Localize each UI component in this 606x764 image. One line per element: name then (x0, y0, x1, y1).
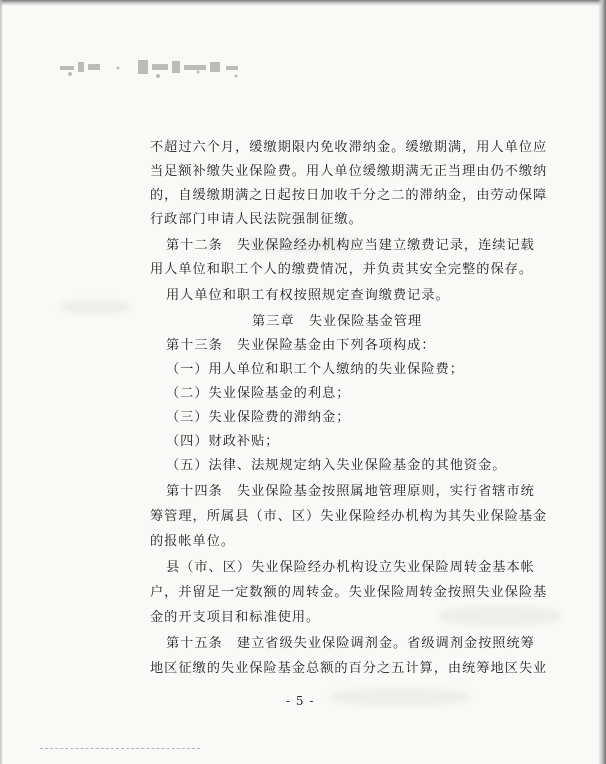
list-item: （五）法律、法规规定纳入失业保险基金的其他资金。 (166, 458, 507, 473)
bleed-through-mark (440, 606, 560, 626)
text-line: 不超过六个月，缓缴期限内免收滞纳金。缓缴期满，用人单位应 (150, 140, 548, 155)
text-line: 用人单位和职工有权按照规定查询缴费记录。 (166, 288, 450, 303)
text-line: 第十三条 失业保险基金由下列各项构成： (166, 338, 436, 353)
list-item: （二）失业保险基金的利息； (166, 386, 351, 401)
text-line: 当足额补缴失业保险费。用人单位缓缴期满无正当理由仍不缴纳 (150, 164, 548, 179)
text-line: 金的开支项目和标准使用。 (150, 610, 321, 625)
text-line: 县（市、区）失业保险经办机构设立失业保险周转金基本帐 (166, 560, 535, 575)
text-line: 的报帐单位。 (150, 534, 236, 549)
text-line: 第十五条 建立省级失业保险调剂金。省级调剂金按照统筹 (166, 636, 535, 651)
text-line: 的，自缓缴期满之日起按日加收千分之二的滞纳金，由劳动保障 (150, 188, 548, 203)
text-line: 筹管理，所属县（市、区）失业保险经办机构为其失业保险基金 (150, 509, 548, 524)
text-line: 第十二条 失业保险经办机构应当建立缴费记录，连续记载 (166, 238, 535, 253)
bleed-through-mark (60, 300, 130, 314)
text-line: 第十四条 失业保险基金按照属地管理原则，实行省辖市统 (166, 484, 535, 499)
text-line: 用人单位和职工个人的缴费情况，并负责其安全完整的保存。 (150, 262, 534, 277)
list-item: （三）失业保险费的滞纳金； (166, 410, 351, 425)
chapter-heading: 第三章 失业保险基金管理 (252, 314, 423, 329)
list-item: （一）用人单位和职工个人缴纳的失业保险费； (166, 362, 464, 377)
page-number: - 5 - (286, 694, 315, 708)
footer-divider (40, 748, 200, 749)
bleed-through-mark (330, 688, 470, 706)
scan-smudge-mark (58, 56, 248, 82)
list-item: （四）财政补贴； (166, 434, 280, 449)
scan-edge-left (0, 0, 3, 764)
scan-edge-right (598, 0, 606, 764)
text-line: 地区征缴的失业保险基金总额的百分之五计算，由统筹地区失业 (150, 661, 548, 676)
text-line: 户，并留足一定数额的周转金。失业保险周转金按照失业保险基 (150, 585, 548, 600)
text-line: 行政部门申请人民法院强制征缴。 (150, 212, 363, 227)
scan-edge-top (0, 0, 606, 6)
